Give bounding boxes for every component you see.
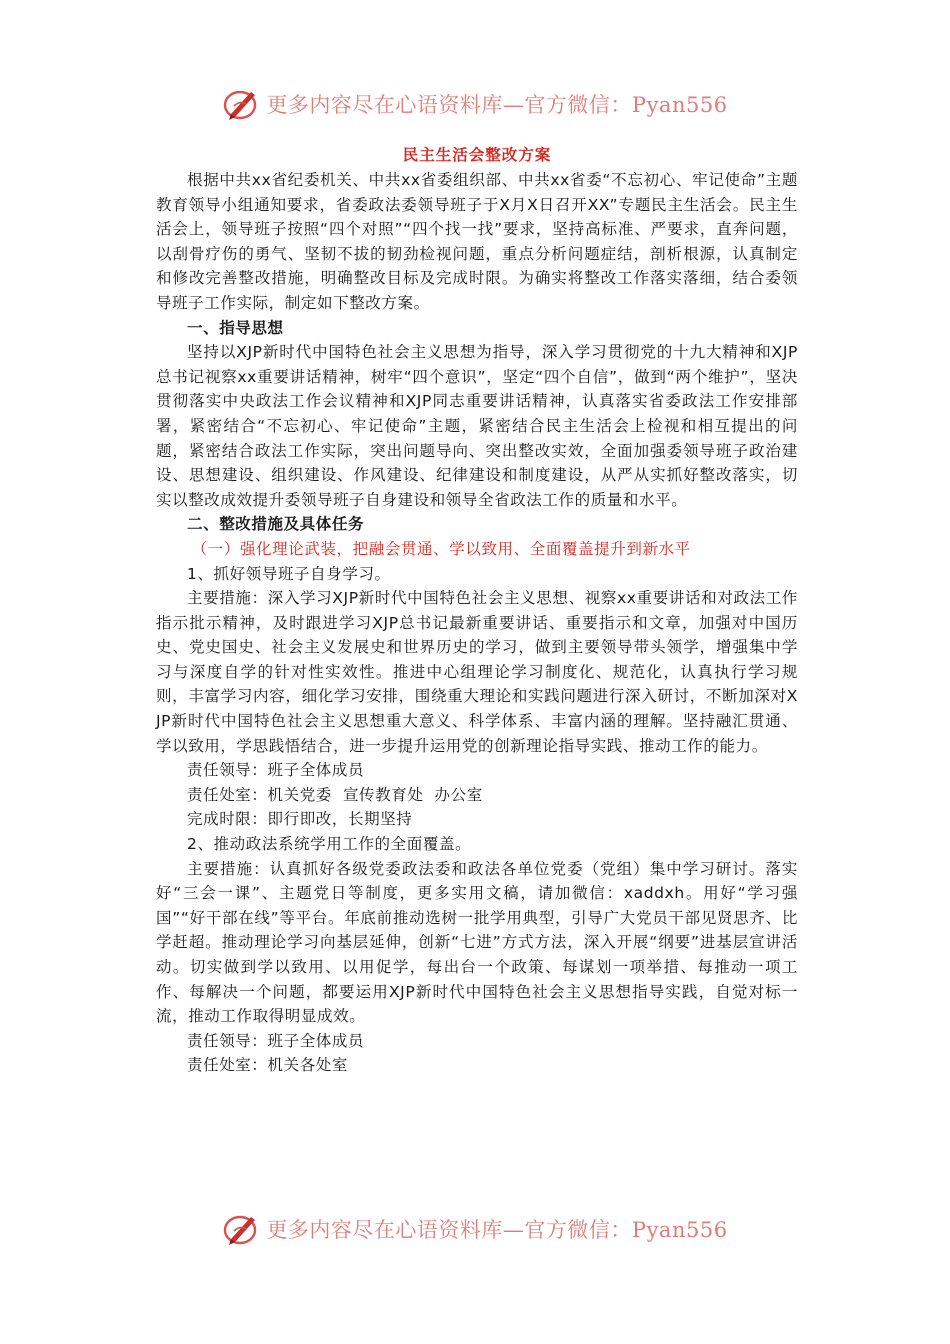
watermark-banner-bottom	[0, 1204, 950, 1254]
guiding-thought-paragraph: 坚持以XJP新时代中国特色社会主义思想为指导，深入学习贯彻党的十九大精神和XJP总书记视察xx重要讲话精神，树牢“四个意识”，坚定“四个自信”，做到“两个维护”，坚决贯彻落实中央政法工作会议精神和XJP同志重要讲话精神，认真落实省委政法工作安排部署，紧密结合“不忘初心、牢记使命”主题，紧密结合民主生活会上检视和相互提出的问题，紧密结合政法工作实际，突出问题导向、突出整改实效，全面加强委领导班子政治建设、思想建设、组织建设、作风建设、纪律建设和制度建设，从严从实抓好整改落实，切实以整改成效提升委领导班子自身建设和领导全省政法工作的质量和水平。	[156, 343, 799, 509]
watermark-text: 更多内容尽在心语资料库—官方微信：Pyan556	[266, 93, 728, 117]
section-heading-measures: 二、整改措施及具体任务	[187, 515, 365, 534]
document-body	[156, 143, 798, 1078]
item-2-leader: 责任领导：班子全体成员	[187, 1031, 365, 1050]
watermark-text: 更多内容尽在心语资料库—官方微信：Pyan556	[266, 1218, 728, 1242]
intro-paragraph: 根据中共xx省纪委机关、中共xx省委组织部、中共xx省委“不忘初心、牢记使命”主题教育领导小组通知要求，省委政法委领导班子于X月X日召开XX”专题民主生活会。民主生活会上，领导班子按照“四个对照”“四个找一找”要求，坚持高标准、严要求，直奔问题，以刮骨疗伤的勇气、坚韧不拔的韧劲检视问题，重点分析问题症结，剖析根源，认真制定和修改完善整改措施，明确整改目标及完成时限。为确实将整改工作落实落细，结合委领导班子工作实际，制定如下整改方案。	[156, 171, 798, 312]
item-1-leader: 责任领导：班子全体成员	[187, 761, 365, 780]
section-heading-guiding-thought: 一、指导思想	[187, 318, 284, 337]
item-1-office: 责任处室：机关党委 宣传教育处 办公室	[187, 785, 483, 804]
subsection-heading-theory: （一）强化理论武装，把融会贯通、学以致用、全面覆盖提升到新水平	[191, 539, 691, 558]
watermark-banner-top	[0, 79, 950, 129]
document-title: 民主生活会整改方案	[402, 146, 552, 164]
pen-in-circle-logo-icon	[222, 84, 262, 124]
item-2-office: 责任处室：机关各处室	[187, 1056, 349, 1075]
item-2-measures: 主要措施：认真抓好各级党委政法委和政法各单位党委（党组）集中学习研讨。落实好“三会一课”、主题党日等制度，更多实用文稿，请加微信：xaddxh。用好“学习强国”“好干部在线”等平台。年底前推动选树一批学用典型，引导广大党员干部见贤思齐、比学赶超。推动理论学习向基层延伸，创新“七进”方式方法，深入开展“纲要”进基层宣讲活动。切实做到学以致用、以用促学，每出台一个政策、每谋划一项举措、每推动一项工作、每解决一个问题，都要运用XJP新时代中国特色社会主义思想指导实践，自觉对标一流，推动工作取得明显成效。	[156, 859, 798, 1026]
item-2-title: 2、推动政法系统学用工作的全面覆盖。	[187, 835, 472, 854]
item-1-measures: 主要措施：深入学习XJP新时代中国特色社会主义思想、视察xx重要讲话和对政法工作指示批示精神，及时跟进学习XJP总书记最新重要讲话、重要指示和文章，加强对中国历史、党史国史、社会主义发展史和世界历史的学习，做到主要领导带头领学，增强集中学习与深度自学的针对性实效性。推进中心组理论学习制度化、规范化，认真执行学习规则，丰富学习内容，细化学习安排，围绕重大理论和实践问题进行深入研讨，不断加深对XJP新时代中国特色社会主义思想重大意义、科学体系、丰富内涵的理解。坚持融汇贯通、学以致用，学思践悟结合，进一步提升运用党的创新理论指导实践、推动工作的能力。	[156, 589, 798, 755]
item-1-title: 1、抓好领导班子自身学习。	[187, 564, 391, 583]
pen-in-circle-logo-icon	[222, 1209, 262, 1249]
item-1-deadline: 完成时限：即行即改，长期坚持	[187, 810, 413, 829]
